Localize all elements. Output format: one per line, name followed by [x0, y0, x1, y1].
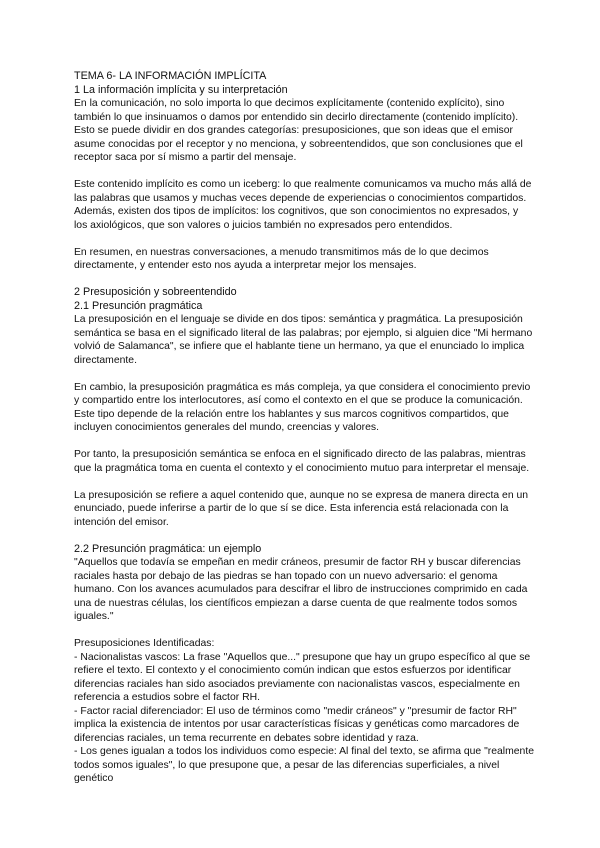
section-1-paragraph-2: Este contenido implícito es como un iceberg: lo que realmente comunicamos va mucho más allá de las palabras que usamos y muchas veces depende de experiencias o conocimientos compartidos. Además, existen dos tipos de implícitos: los cognitivos, que son conocimientos no expresados, y los axiológicos, que son valores o juicios también no expresados pero entendidos.	[74, 179, 532, 231]
section-1-paragraph-3: En resumen, en nuestras conversaciones, a menudo transmitimos más de lo que decimos directamente, y entender esto nos ayuda a interpretar mejor los mensajes.	[74, 246, 489, 271]
list-item: - Nacionalistas vascos: La frase "Aquellos que..." presupone que hay un grupo específico al que se refiere el texto. El contexto y el conocimiento común indican que estos esfuerzos por identificar diferencias raciales han sido asociados previamente con nacionalistas vascos, especialmente en referencia a estudios sobre el factor RH.	[74, 651, 531, 703]
section-2-2-heading: 2.2 Presunción pragmática: un ejemplo	[74, 542, 262, 555]
example-quote: "Aquellos que todavía se empeñan en medir cráneos, presumir de factor RH y buscar diferencias raciales hasta por debajo de las piedras se han topado con un nuevo adversario: el genoma humano. Con los avances acumulados para descifrar el libro de instrucciones comprimido en cada una de nuestras células, los científicos empiezan a darse cuenta de que realmente todos somos iguales."	[74, 557, 528, 622]
document-title: TEMA 6- LA INFORMACIÓN IMPLÍCITA	[74, 70, 267, 82]
section-2-1-paragraph-4: La presuposición se refiere a aquel contenido que, aunque no se expresa de manera directa en un enunciado, puede inferirse a partir de lo que sí se dice. Esta inferencia está relacionada con la intención del emisor.	[74, 489, 529, 528]
section-2-heading: 2 Presuposición y sobreentendido	[74, 286, 237, 298]
section-2-1-heading: 2.1 Presunción pragmática	[74, 299, 203, 312]
document-body	[74, 70, 534, 786]
section-2-1-paragraph-3: Por tanto, la presuposición semántica se enfoca en el significado directo de las palabras, mientras que la pragmática toma en cuenta el contexto y el conocimiento mutuo para interpretar el mensaje.	[74, 449, 530, 474]
section-1-heading: 1 La información implícita y su interpretación	[74, 83, 288, 96]
section-2-1-paragraph-1: La presuposición en el lenguaje se divide en dos tipos: semántica y pragmática. La presuposición semántica se basa en el significado literal de las palabras; por ejemplo, si alguien dice "Mi hermano volvió de Salamanca", se infiere que el hablante tiene un hermano, ya que el enunciado lo implica directamente.	[74, 314, 533, 366]
presuppositions-label: Presuposiciones Identificadas:	[74, 638, 215, 649]
section-2-1-paragraph-2: En cambio, la presuposición pragmática es más compleja, ya que considera el conocimiento previo y compartido entre los interlocutores, así como el contexto en el que se produce la comunicación. Este tipo depende de la relación entre los hablantes y sus marcos cognitivos compartidos, que incluyen conocimientos generales del mundo, creencias y valores.	[74, 381, 531, 433]
list-item: - Los genes igualan a todos los individuos como especie: Al final del texto, se afirma que "realmente todos somos iguales", lo que presupone que, a pesar de las diferencias superficiales, a nivel genético	[74, 746, 534, 784]
section-1-paragraph-1: En la comunicación, no solo importa lo que decimos explícitamente (contenido explícito), sino también lo que insinuamos o damos por entendido sin decirlo directamente (contenido implícito). Esto se puede dividir en dos grandes categorías: presuposiciones, que son ideas que el emisor asume conocidas por el receptor y no menciona, y sobreentendidos, que son conclusiones que el receptor saca por sí mismo a partir del mensaje.	[74, 98, 523, 163]
presuppositions-list	[74, 651, 534, 786]
list-item: - Factor racial diferenciador: El uso de términos como "medir cráneos" y "presumir de factor RH" implica la existencia de intentos por usar características físicas y genéticas como marcadores de diferencias raciales, un tema recurrente en debates sobre identidad y raza.	[74, 705, 520, 744]
